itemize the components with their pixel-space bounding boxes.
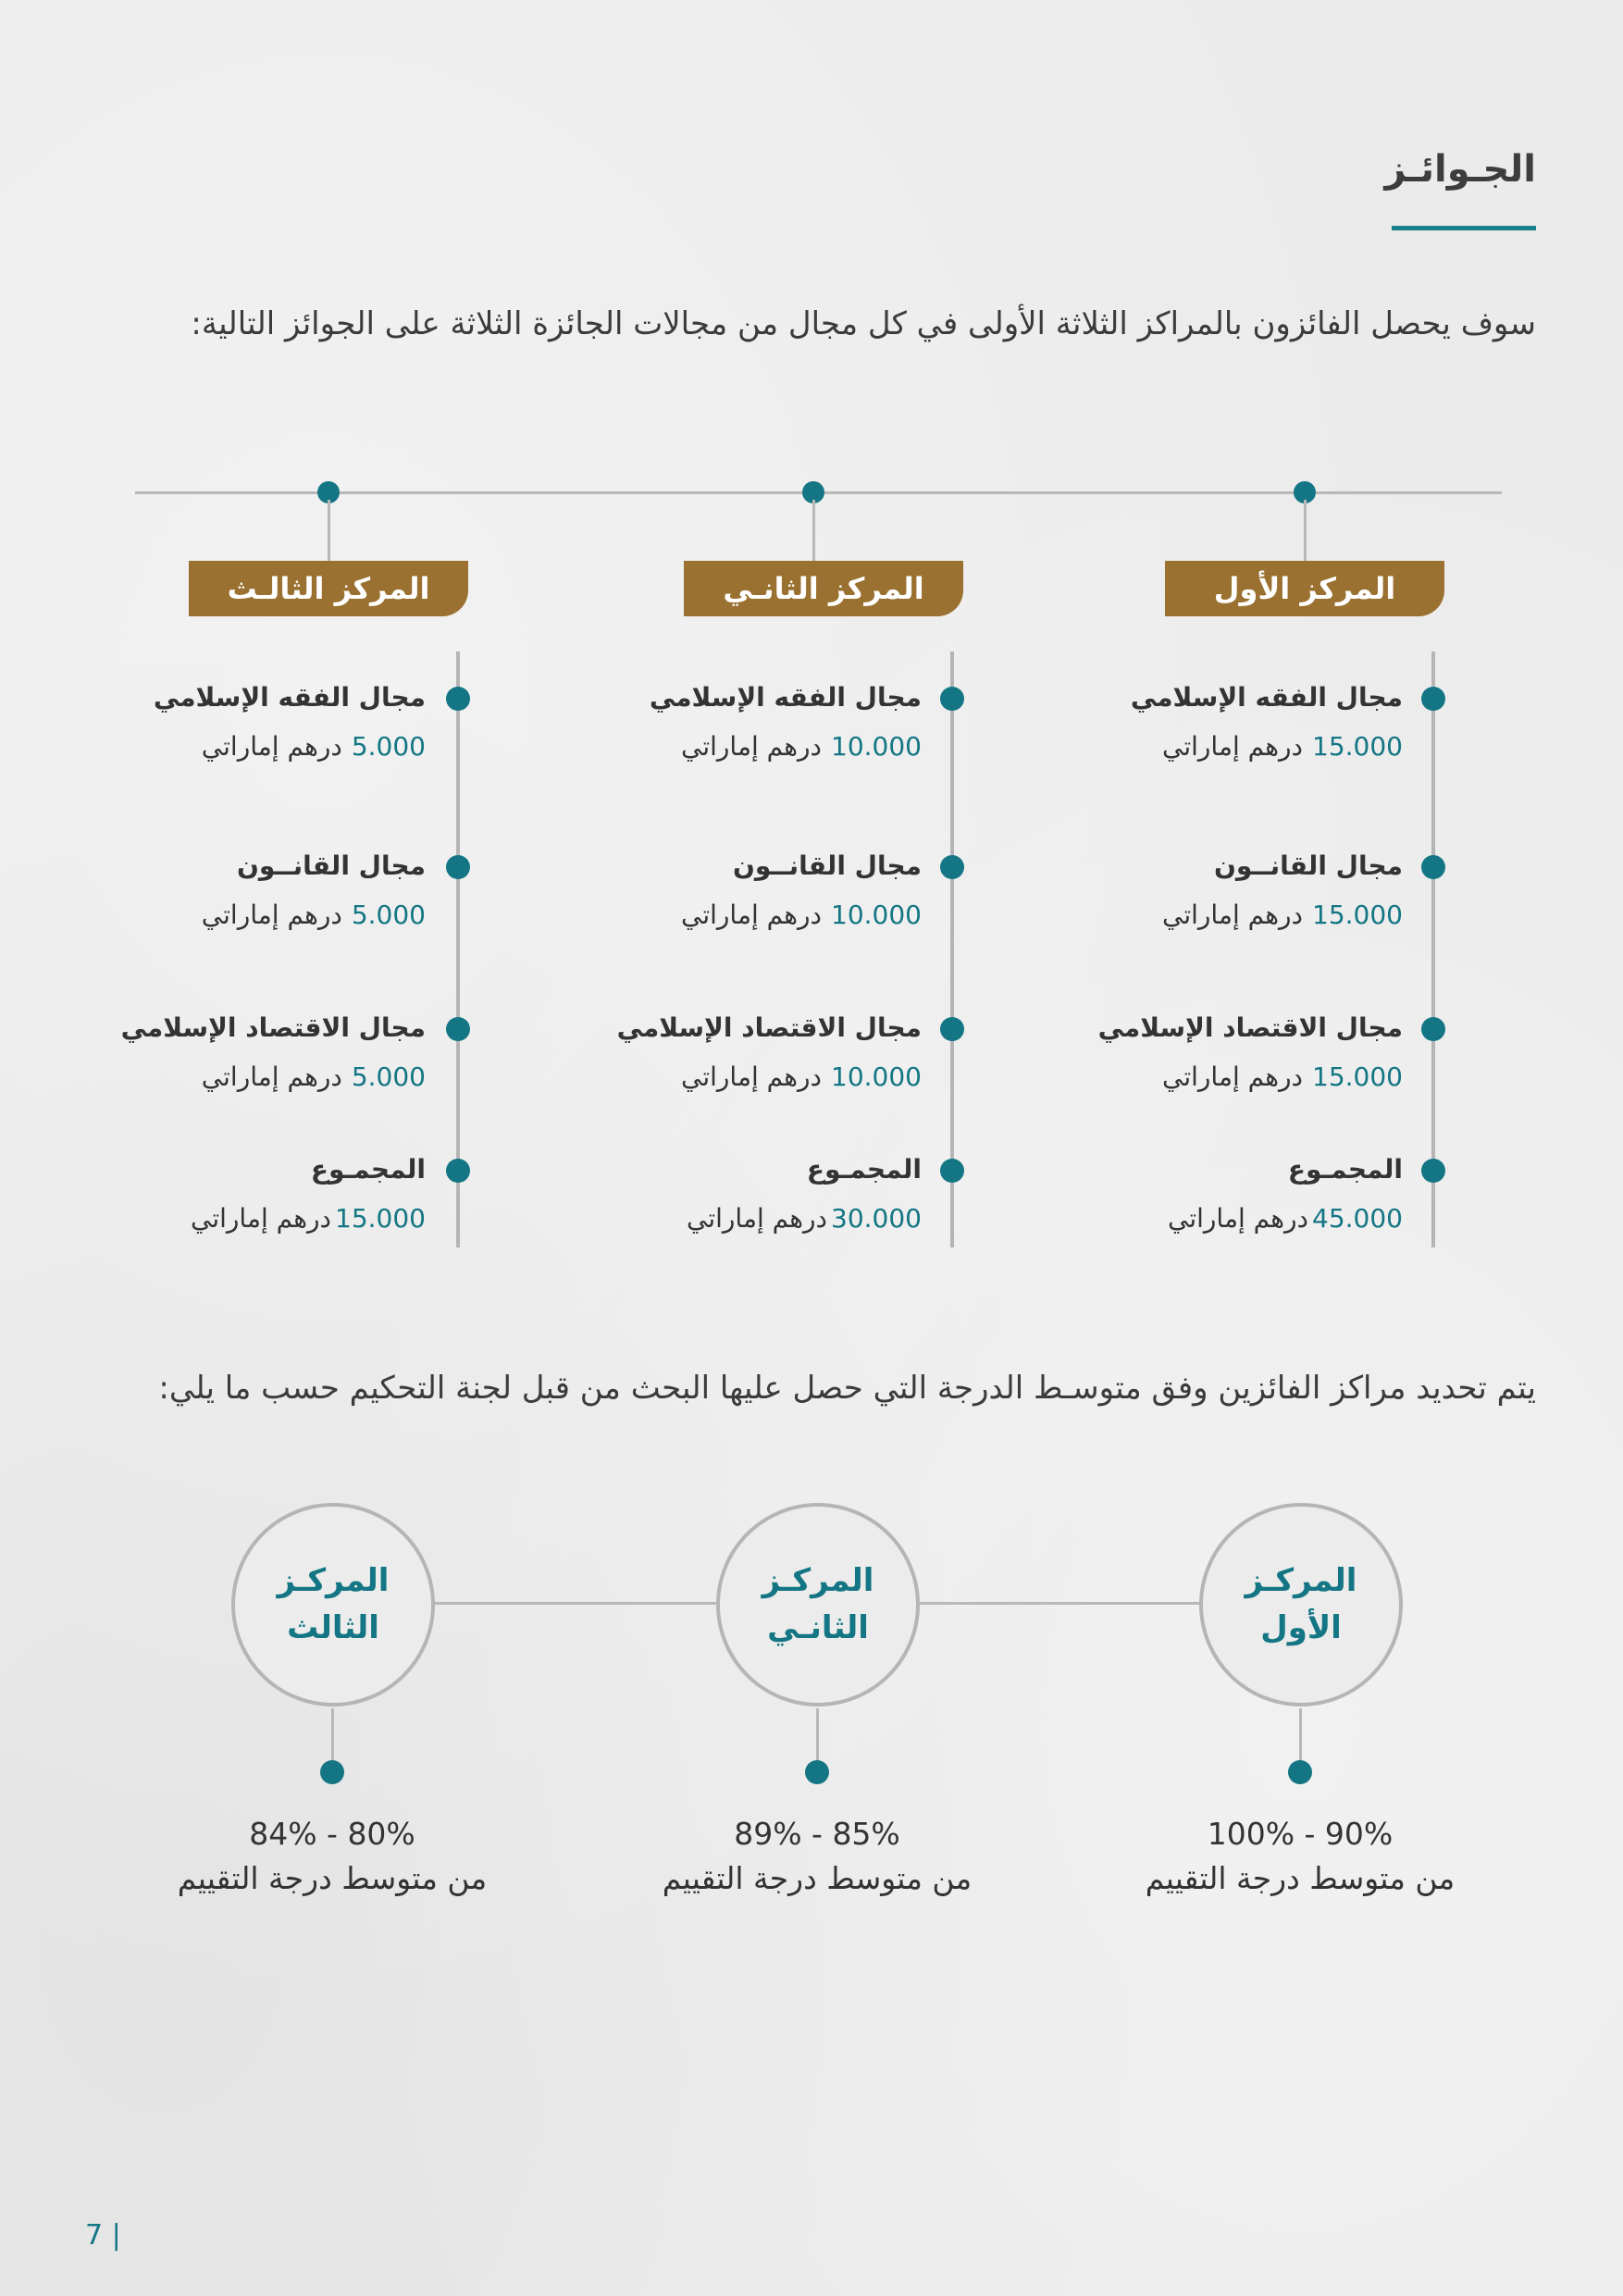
currency: درهم إماراتي — [201, 900, 342, 930]
place-second-tab: المركز الثانـي — [684, 561, 963, 616]
rank-third-range — [129, 1812, 536, 1901]
item-dot — [1421, 1017, 1445, 1041]
rank-circle-line2: الثالث — [287, 1609, 379, 1646]
prize-value: 5.000 — [351, 1061, 426, 1092]
prize-label: مجال الاقتصاد الإسلامي — [616, 1012, 922, 1043]
currency: درهم إماراتي — [686, 1203, 828, 1234]
prize-label: مجال الفقه الإسلامي — [1130, 682, 1403, 713]
range-caption: من متوسط درجة التقييم — [1145, 1859, 1456, 1896]
place-first-tab: المركز الأول — [1165, 561, 1444, 616]
prize-amount — [681, 1061, 922, 1092]
total-label: المجمـوع — [1287, 1154, 1403, 1185]
prize-label: مجال الفقه الإسلامي — [153, 682, 426, 713]
item-dot — [940, 855, 964, 879]
prize-amount — [202, 900, 426, 930]
prize-value: 10.000 — [831, 731, 922, 762]
currency: درهم إماراتي — [680, 900, 823, 930]
range-caption: من متوسط درجة التقييم — [662, 1859, 973, 1896]
prize-label: مجال القانــون — [1214, 850, 1403, 881]
total-label: المجمـوع — [310, 1154, 426, 1185]
item-dot — [1421, 1159, 1445, 1183]
total-value: 30.000 — [831, 1203, 922, 1234]
prize-label: مجال القانــون — [237, 850, 426, 881]
prize-value: 15.000 — [1312, 900, 1403, 930]
prize-amount — [1162, 900, 1403, 930]
ranking-paragraph: يتم تحديد مراكز الفائزين وفق متوسـط الدرجة التي حصل عليها البحث من قبل لجنة التحكيم حسب ما يلي: — [158, 1370, 1536, 1407]
currency: درهم إماراتي — [201, 1061, 342, 1092]
prize-label: مجال الاقتصاد الإسلامي — [1097, 1012, 1403, 1043]
rank-dot — [320, 1760, 344, 1784]
prize-amount — [202, 731, 426, 762]
intro-paragraph: سوف يحصل الفائزون بالمراكز الثلاثة الأولى في كل مجال من مجالات الجائزة الثلاثة على الجوائز التالية: — [191, 305, 1536, 342]
total-value: 15.000 — [335, 1203, 426, 1234]
total-amount — [191, 1203, 426, 1234]
rank-circle-line1: المركـز — [762, 1562, 874, 1599]
rank-dot — [805, 1760, 829, 1784]
item-dot — [446, 687, 470, 711]
range-value: 89% - 85% — [734, 1816, 900, 1852]
prize-label: مجال الفقه الإسلامي — [649, 682, 922, 713]
rank-second-circle — [716, 1503, 920, 1706]
currency: درهم إماراتي — [680, 731, 823, 762]
circle-connector — [431, 1602, 718, 1605]
prize-value: 5.000 — [351, 731, 426, 762]
total-label: المجمـوع — [806, 1154, 922, 1185]
timeline-connector — [328, 500, 330, 563]
prize-amount — [202, 1061, 426, 1092]
timeline-connector — [1304, 500, 1307, 563]
prize-value: 10.000 — [831, 1061, 922, 1092]
rank-second-range — [613, 1812, 1021, 1901]
prize-value: 15.000 — [1312, 1061, 1403, 1092]
prize-amount — [1162, 731, 1403, 762]
item-dot — [1421, 855, 1445, 879]
page-number: 7 | — [85, 2219, 121, 2252]
currency: درهم إماراتي — [190, 1203, 332, 1234]
rank-circle-line2: الأول — [1260, 1609, 1342, 1646]
rank-first-range — [1096, 1812, 1504, 1901]
total-value: 45.000 — [1312, 1203, 1403, 1234]
prize-amount — [681, 731, 922, 762]
title-underline — [1392, 226, 1536, 230]
prize-value: 10.000 — [831, 900, 922, 930]
item-dot — [940, 1017, 964, 1041]
range-caption: من متوسط درجة التقييم — [177, 1859, 488, 1896]
prize-amount — [681, 900, 922, 930]
circle-connector — [914, 1602, 1201, 1605]
range-value: 84% - 80% — [249, 1816, 415, 1852]
rank-circle-line1: المركـز — [1245, 1562, 1357, 1599]
currency: درهم إماراتي — [1161, 1061, 1304, 1092]
range-value: 100% - 90% — [1207, 1816, 1394, 1852]
currency: درهم إماراتي — [1161, 731, 1304, 762]
currency: درهم إماراتي — [1167, 1203, 1309, 1234]
item-dot — [446, 1159, 470, 1183]
rank-dot — [1288, 1760, 1312, 1784]
currency: درهم إماراتي — [1161, 900, 1304, 930]
rank-first-circle — [1199, 1503, 1403, 1706]
rank-circle-line1: المركـز — [277, 1562, 390, 1599]
rank-third-circle — [231, 1503, 435, 1706]
total-amount — [1168, 1203, 1403, 1234]
prize-label: مجال الاقتصاد الإسلامي — [120, 1012, 426, 1043]
prize-label: مجال القانــون — [733, 850, 922, 881]
prize-amount — [1162, 1061, 1403, 1092]
item-dot — [1421, 687, 1445, 711]
currency: درهم إماراتي — [680, 1061, 823, 1092]
timeline-connector — [812, 500, 815, 563]
total-amount — [687, 1203, 922, 1234]
item-dot — [940, 1159, 964, 1183]
item-dot — [446, 1017, 470, 1041]
currency: درهم إماراتي — [201, 731, 342, 762]
rank-circle-line2: الثانـي — [767, 1609, 869, 1646]
item-dot — [446, 855, 470, 879]
prize-value: 5.000 — [351, 900, 426, 930]
page-title: الجـوائـز — [1384, 148, 1536, 191]
item-dot — [940, 687, 964, 711]
place-third-tab: المركز الثالـث — [189, 561, 468, 616]
prize-value: 15.000 — [1312, 731, 1403, 762]
